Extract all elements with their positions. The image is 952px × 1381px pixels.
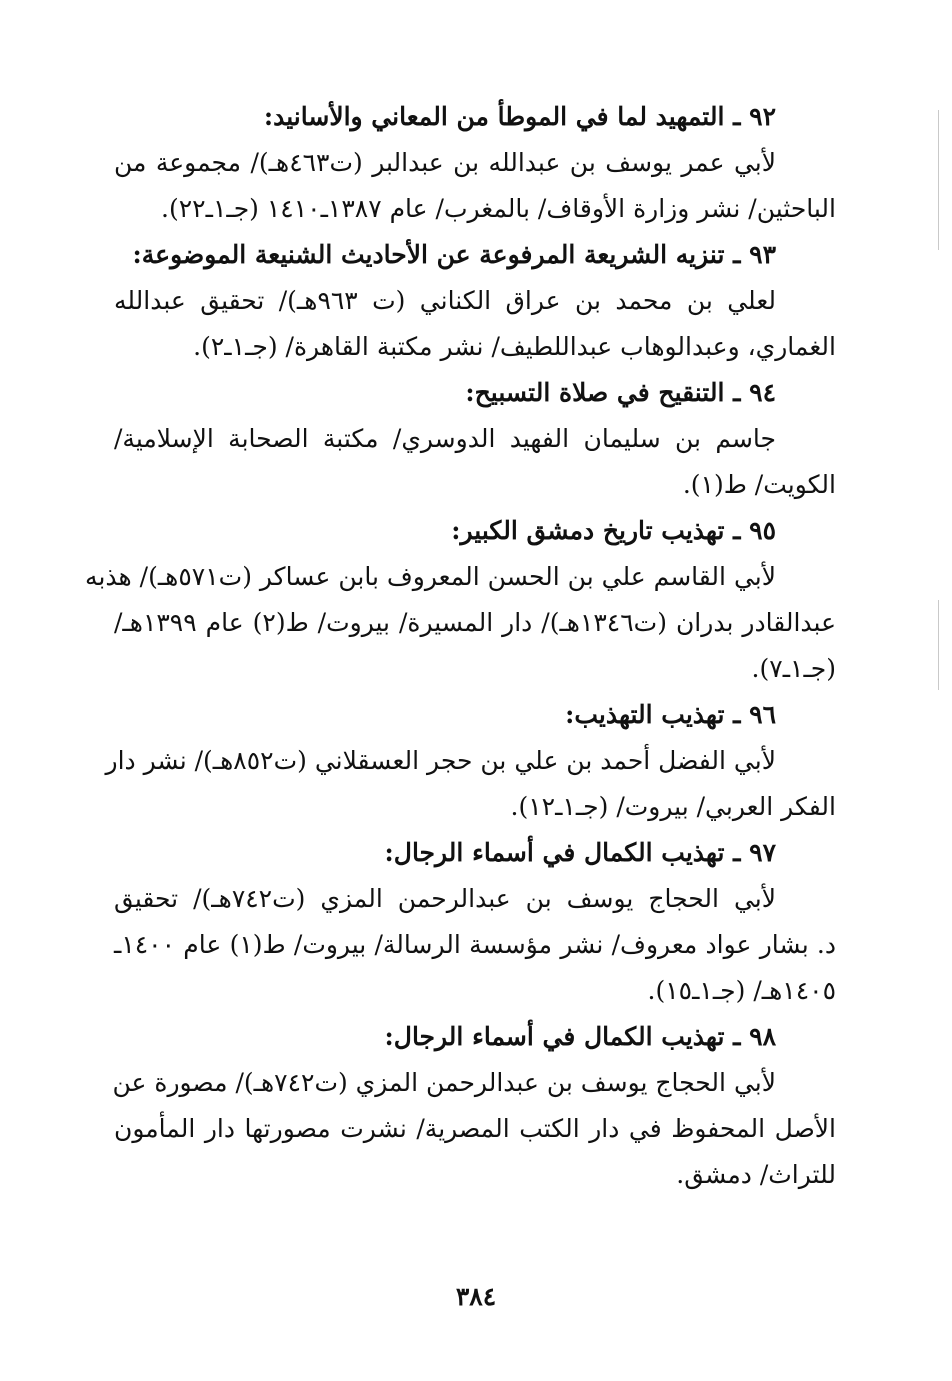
- bibliography-entry: [114, 1014, 836, 1198]
- bibliography-entry: [114, 232, 836, 370]
- bibliography-entry: [114, 94, 836, 232]
- entry-heading: ٩٧ ـ تهذيب الكمال في أسماء الرجال:: [384, 838, 776, 867]
- entry-line: لأبي عمر يوسف بن عبدالله بن عبدالبر (ت٤٦٣هـ)/ مجموعة من: [114, 148, 776, 177]
- entry-line: الغماري، وعبدالوهاب عبداللطيف/ نشر مكتبة القاهرة/ (جـ١ـ٢).: [193, 332, 836, 361]
- entry-line: الكويت/ ط(١).: [682, 470, 836, 499]
- entry-line: لعلي بن محمد بن عراق الكناني (ت ٩٦٣هـ)/ تحقيق عبدالله: [114, 286, 777, 315]
- bibliography-list: [85, 94, 836, 1198]
- entry-line: الباحثين/ نشر وزارة الأوقاف/ بالمغرب/ عام ١٣٨٧ـ١٤١٠ (جـ١ـ٢٢).: [161, 194, 836, 223]
- bibliography-entry: [85, 508, 836, 692]
- entry-line: عبدالقادر بدران (ت١٣٤٦هـ)/ دار المسيرة/ بيروت/ ط(٢) عام ١٣٩٩هـ/: [114, 608, 836, 637]
- entry-line: الفكر العربي/ بيروت/ (جـ١ـ١٢).: [510, 792, 836, 821]
- entry-line: جاسم بن سليمان الفهيد الدوسري/ مكتبة الصحابة الإسلامية/: [114, 424, 776, 453]
- entry-line: ١٤٠٥هـ/ (جـ١ـ١٥).: [647, 976, 836, 1005]
- entry-line: د. بشار عواد معروف/ نشر مؤسسة الرسالة/ بيروت/ ط(١) عام ١٤٠٠ـ: [114, 930, 836, 959]
- entry-line: الأصل المحفوظ في دار الكتب المصرية/ نشرت مصورتها دار المأمون: [114, 1114, 836, 1143]
- bibliography-entry: [114, 370, 836, 508]
- entry-heading: ٩٦ ـ تهذيب التهذيب:: [565, 700, 776, 729]
- entry-line: لأبي القاسم علي بن الحسن المعروف بابن عساكر (ت٥٧١هـ)/ هذبه: [85, 562, 776, 591]
- entry-heading: ٩٨ ـ تهذيب الكمال في أسماء الرجال:: [384, 1022, 776, 1051]
- scan-edge-mark: [938, 110, 939, 250]
- entry-line: للتراث/ دمشق.: [676, 1160, 836, 1189]
- entry-line: لأبي الحجاج يوسف بن عبدالرحمن المزي (ت٧٤٢هـ)/ مصورة عن: [112, 1068, 776, 1097]
- entry-heading: ٩٤ ـ التنقيح في صلاة التسبيح:: [465, 378, 776, 407]
- scan-edge-mark: [938, 600, 939, 690]
- entry-heading: ٩٣ ـ تنزيه الشريعة المرفوعة عن الأحاديث الشنيعة الموضوعة:: [132, 240, 776, 269]
- entry-heading: ٩٢ ـ التمهيد لما في الموطأ من المعاني والأسانيد:: [263, 102, 776, 131]
- entry-line: لأبي الحجاج يوسف بن عبدالرحمن المزي (ت٧٤٢هـ)/ تحقيق: [114, 884, 776, 913]
- entry-line: لأبي الفضل أحمد بن علي بن حجر العسقلاني (ت٨٥٢هـ)/ نشر دار: [105, 746, 776, 775]
- page-number: ٣٨٤: [455, 1282, 497, 1311]
- bibliography-entry: [105, 692, 836, 830]
- bibliography-entry: [114, 830, 836, 1014]
- entry-line: (جـ١ـ٧).: [751, 654, 836, 683]
- entry-heading: ٩٥ ـ تهذيب تاريخ دمشق الكبير:: [451, 516, 776, 545]
